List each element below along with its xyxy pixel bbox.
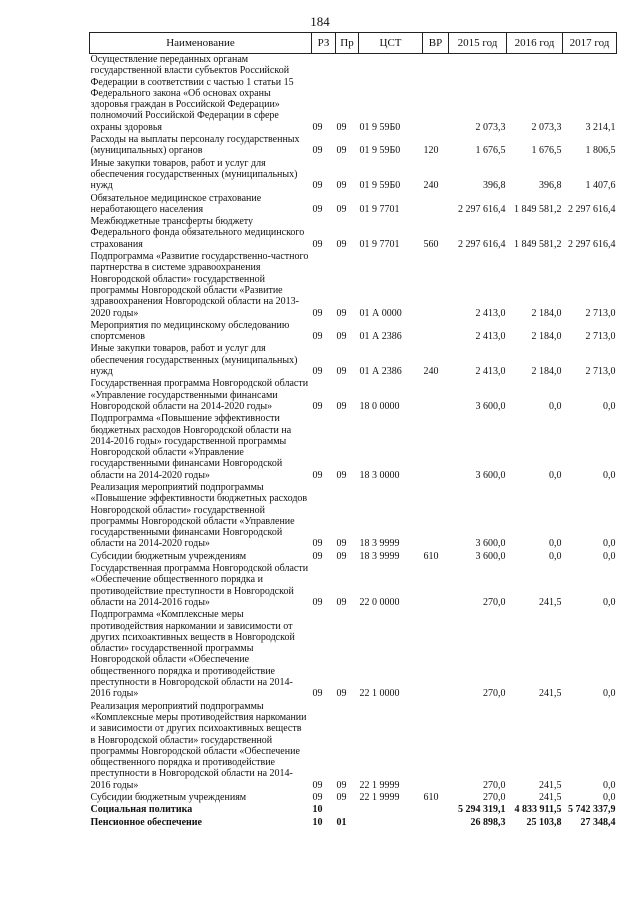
row-rz: 09: [312, 121, 323, 133]
row-cst: 18 0 0000: [359, 400, 400, 412]
row-rz: 10: [312, 804, 323, 816]
row-name: Осуществление переданных органам государственной власти субъектов Российской Федерации в соответствии с частью 1 статьи 15 Федерального закона «Об основах охраны здоровья граждан в Российской Федерации» полномочий Российской Федерации в сфере охраны здоровья: [90, 54, 294, 133]
row-pr: 09: [336, 180, 347, 192]
row-2016: 241,5: [539, 596, 562, 608]
row-cst: 22 0 0000: [359, 596, 400, 608]
table-row: [90, 343, 617, 378]
row-2017: 2 713,0: [585, 331, 616, 343]
table-row: [90, 413, 617, 482]
row-2016: 241,5: [539, 688, 562, 700]
row-pr: 09: [336, 203, 347, 215]
row-2016: 0,0: [549, 538, 562, 550]
row-2016: 0,0: [549, 400, 562, 412]
table-row: [90, 817, 617, 829]
row-vr: 610: [423, 792, 439, 803]
row-pr: 09: [336, 688, 347, 700]
row-2017: 0,0: [603, 469, 616, 481]
row-2016: 1 676,5: [531, 145, 562, 157]
row-cst: 22 1 0000: [359, 688, 400, 700]
table-body: [90, 54, 617, 829]
header-2017: 2017 год: [563, 33, 617, 54]
row-vr: [423, 193, 449, 217]
row-cst: 18 3 9999: [359, 538, 400, 550]
row-rz: 09: [312, 779, 323, 791]
row-pr: [336, 804, 359, 816]
row-2017: 0,0: [603, 779, 616, 791]
table-row: [90, 193, 617, 217]
row-2017: 2 297 616,4: [568, 238, 616, 250]
row-vr: [423, 482, 449, 551]
row-2016: 1 849 581,2: [514, 238, 562, 250]
row-2015: 2 073,3: [475, 121, 506, 133]
row-name: Государственная программа Новгородской области «Управление государственными финансами Новгородской области на 2014-2020 годы»: [90, 378, 309, 412]
row-vr: 240: [423, 180, 439, 192]
row-2015: 396,8: [483, 180, 506, 192]
row-cst: [359, 804, 423, 816]
row-name: Субсидии бюджетным учреждениям: [90, 792, 247, 803]
table-row: [90, 551, 617, 563]
row-vr: [423, 413, 449, 482]
row-2017: 0,0: [603, 596, 616, 608]
row-rz: 09: [312, 307, 323, 319]
row-2017: 1 407,6: [585, 180, 616, 192]
row-pr: 09: [336, 366, 347, 378]
row-2015: 2 413,0: [475, 366, 506, 378]
row-vr: [423, 817, 449, 829]
row-pr: 09: [336, 238, 347, 250]
row-rz: 09: [312, 145, 323, 157]
row-2017: 2 297 616,4: [568, 203, 616, 215]
row-pr: 01: [336, 816, 347, 828]
row-name: Межбюджетные трансферты бюджету Федерального фонда обязательного медицинского страхования: [90, 216, 305, 250]
row-name: Подпрограмма «Развитие государственно-частного партнерства в системе здравоохранения Новгородской области» государственной программы Новгородской области «Развитие здравоохранения Новгородской области на 2013-2020 годы»: [90, 251, 309, 319]
row-2016: 2 184,0: [531, 366, 562, 378]
row-vr: 610: [423, 550, 439, 562]
row-name: Иные закупки товаров, работ и услуг для обеспечения государственных (муниципальных) нужд: [90, 157, 298, 192]
header-2016: 2016 год: [507, 33, 563, 54]
row-2017: 0,0: [603, 550, 616, 562]
row-rz: 09: [312, 366, 323, 378]
row-rz: 09: [312, 331, 323, 343]
row-2017: 1 806,5: [585, 145, 616, 157]
row-2015: 3 600,0: [475, 469, 506, 481]
row-cst: 18 3 9999: [359, 550, 400, 562]
row-2017: 0,0: [603, 538, 616, 550]
row-2015: 2 297 616,4: [458, 203, 506, 215]
row-rz: 09: [312, 792, 323, 803]
row-vr: [423, 251, 449, 320]
row-pr: 09: [336, 469, 347, 481]
header-2015: 2015 год: [449, 33, 507, 54]
row-rz: 09: [312, 203, 323, 215]
row-cst: 01 9 7701: [359, 203, 400, 215]
row-rz: 09: [312, 469, 323, 481]
row-cst: 18 3 0000: [359, 469, 400, 481]
row-2015: 3 600,0: [475, 400, 506, 412]
row-cst: 01 А 0000: [359, 307, 402, 319]
row-2017: 3 214,1: [585, 121, 616, 133]
row-cst: 22 1 9999: [359, 779, 400, 791]
row-name: Подпрограмма «Повышение эффективности бюджетных расходов Новгородской области на 2014-2016 годы» государственной программы Новгородской области «Управление государственными финансами Новгородской области на 2014-2020 годы»: [90, 413, 292, 481]
row-name: Реализация мероприятий подпрограммы «Повышение эффективности бюджетных расходов Новгородской области» государственной программы Новгородской области «Управление государственными финансами Новгородской области на 2014-2020 годы»: [90, 481, 308, 550]
row-2017: 27 348,4: [580, 816, 616, 828]
row-pr: 09: [336, 307, 347, 319]
row-2015: 270,0: [483, 688, 506, 700]
row-2017: 2 713,0: [585, 307, 616, 319]
row-2016: 2 073,3: [531, 121, 562, 133]
row-vr: [423, 378, 449, 413]
row-pr: 09: [336, 538, 347, 550]
row-2016: 0,0: [549, 550, 562, 562]
header-name: Наименование: [90, 33, 312, 54]
row-cst: 01 9 59Б0: [359, 145, 401, 157]
row-name: Реализация мероприятий подпрограммы «Комплексные меры противодействия наркомании и зависимости от других психоактивных веществ в Новгородской области» государственной программы Новгородской области «Обеспечение общественного порядка и противодействие преступности в Новгородской области на 2014-2016 годы»: [90, 700, 307, 791]
row-cst: 01 9 59Б0: [359, 121, 401, 133]
table-row: [90, 609, 617, 700]
budget-table: [89, 32, 617, 829]
row-2017: 0,0: [603, 400, 616, 412]
row-pr: 09: [336, 331, 347, 343]
row-name: Субсидии бюджетным учреждениям: [90, 550, 247, 562]
row-name: Обязательное медицинское страхование неработающего населения: [90, 192, 262, 215]
row-2015: 270,0: [483, 792, 506, 803]
row-name: Государственная программа Новгородской области «Обеспечение общественного порядка и противодействие преступности в Новгородской области на 2014-2016 годы»: [90, 563, 309, 608]
row-vr: [423, 320, 449, 344]
table-row: [90, 216, 617, 251]
row-vr: [423, 54, 449, 135]
row-rz: 10: [312, 816, 323, 828]
row-2016: 396,8: [539, 180, 562, 192]
row-vr: 120: [423, 145, 439, 157]
row-vr: [423, 609, 449, 700]
row-2016: 25 103,8: [526, 816, 562, 828]
row-2015: 2 413,0: [475, 331, 506, 343]
row-cst: 01 9 7701: [359, 238, 400, 250]
row-2015: 26 898,3: [470, 816, 506, 828]
row-pr: 09: [336, 400, 347, 412]
table-row: [90, 378, 617, 413]
row-pr: 09: [336, 792, 347, 803]
row-name: Иные закупки товаров, работ и услуг для обеспечения государственных (муниципальных) нужд: [90, 343, 298, 378]
row-vr: [423, 563, 449, 609]
row-cst: 01 9 59Б0: [359, 180, 401, 192]
row-2015: 2 413,0: [475, 307, 506, 319]
table-row: [90, 251, 617, 320]
row-pr: 09: [336, 779, 347, 791]
row-2017: 5 742 337,9: [568, 804, 616, 816]
row-2016: 241,5: [539, 779, 562, 791]
header-cst: ЦСТ: [359, 33, 423, 54]
table-row: [90, 54, 617, 135]
row-2016: 1 849 581,2: [514, 203, 562, 215]
row-name: Подпрограмма «Комплексные меры противодействия наркомании и зависимости от других психоактивных веществ в Новгородской области» государственной программы Новгородской области «Обеспечение общественного порядка и противодействие преступности в Новгородской области на 2014-2016 годы»: [90, 609, 295, 700]
row-rz: 09: [312, 550, 323, 562]
row-cst: 22 1 9999: [359, 792, 400, 803]
row-2017: 2 713,0: [585, 366, 616, 378]
header-vr: ВР: [423, 33, 449, 54]
row-2016: 0,0: [549, 469, 562, 481]
row-2016: 4 833 911,5: [514, 804, 562, 816]
row-rz: 09: [312, 688, 323, 700]
row-2015: 3 600,0: [475, 550, 506, 562]
row-2016: 2 184,0: [531, 307, 562, 319]
row-vr: [423, 804, 449, 816]
row-cst: [359, 817, 423, 829]
row-vr: [423, 701, 449, 792]
table-row: [90, 701, 617, 792]
page-number: 184: [310, 14, 330, 29]
row-pr: 09: [336, 145, 347, 157]
row-cst: 01 А 2386: [359, 366, 402, 378]
row-2015: 3 600,0: [475, 538, 506, 550]
table-row: [90, 792, 617, 804]
table-row: [90, 320, 617, 344]
row-pr: 09: [336, 121, 347, 133]
row-name: Пенсионное обеспечение: [90, 816, 202, 828]
row-2015: 5 294 319,1: [458, 804, 506, 816]
row-rz: 09: [312, 538, 323, 550]
row-name: Социальная политика: [90, 804, 193, 816]
row-2016: 2 184,0: [531, 331, 562, 343]
header-rz: РЗ: [312, 33, 336, 54]
row-rz: 09: [312, 238, 323, 250]
table-row: [90, 134, 617, 158]
row-2015: 270,0: [483, 779, 506, 791]
row-vr: 560: [423, 238, 439, 250]
table-row: [90, 804, 617, 816]
table-row: [90, 482, 617, 551]
row-pr: 09: [336, 596, 347, 608]
row-rz: 09: [312, 400, 323, 412]
row-2016: 241,5: [539, 792, 562, 803]
header-pr: Пр: [336, 33, 359, 54]
row-2015: 1 676,5: [475, 145, 506, 157]
row-2015: 2 297 616,4: [458, 238, 506, 250]
table-row: [90, 563, 617, 609]
row-name: Мероприятия по медицинскому обследованию спортсменов: [90, 319, 290, 343]
row-2017: 0,0: [603, 792, 616, 803]
row-2015: 270,0: [483, 596, 506, 608]
row-2017: 0,0: [603, 688, 616, 700]
row-rz: 09: [312, 180, 323, 192]
row-vr: 240: [423, 366, 439, 378]
row-pr: 09: [336, 550, 347, 562]
row-cst: 01 А 2386: [359, 331, 402, 343]
table-row: [90, 158, 617, 193]
row-name: Расходы на выплаты персоналу государственных (муниципальных) органов: [90, 134, 300, 157]
row-rz: 09: [312, 596, 323, 608]
table-header-row: [90, 33, 617, 54]
